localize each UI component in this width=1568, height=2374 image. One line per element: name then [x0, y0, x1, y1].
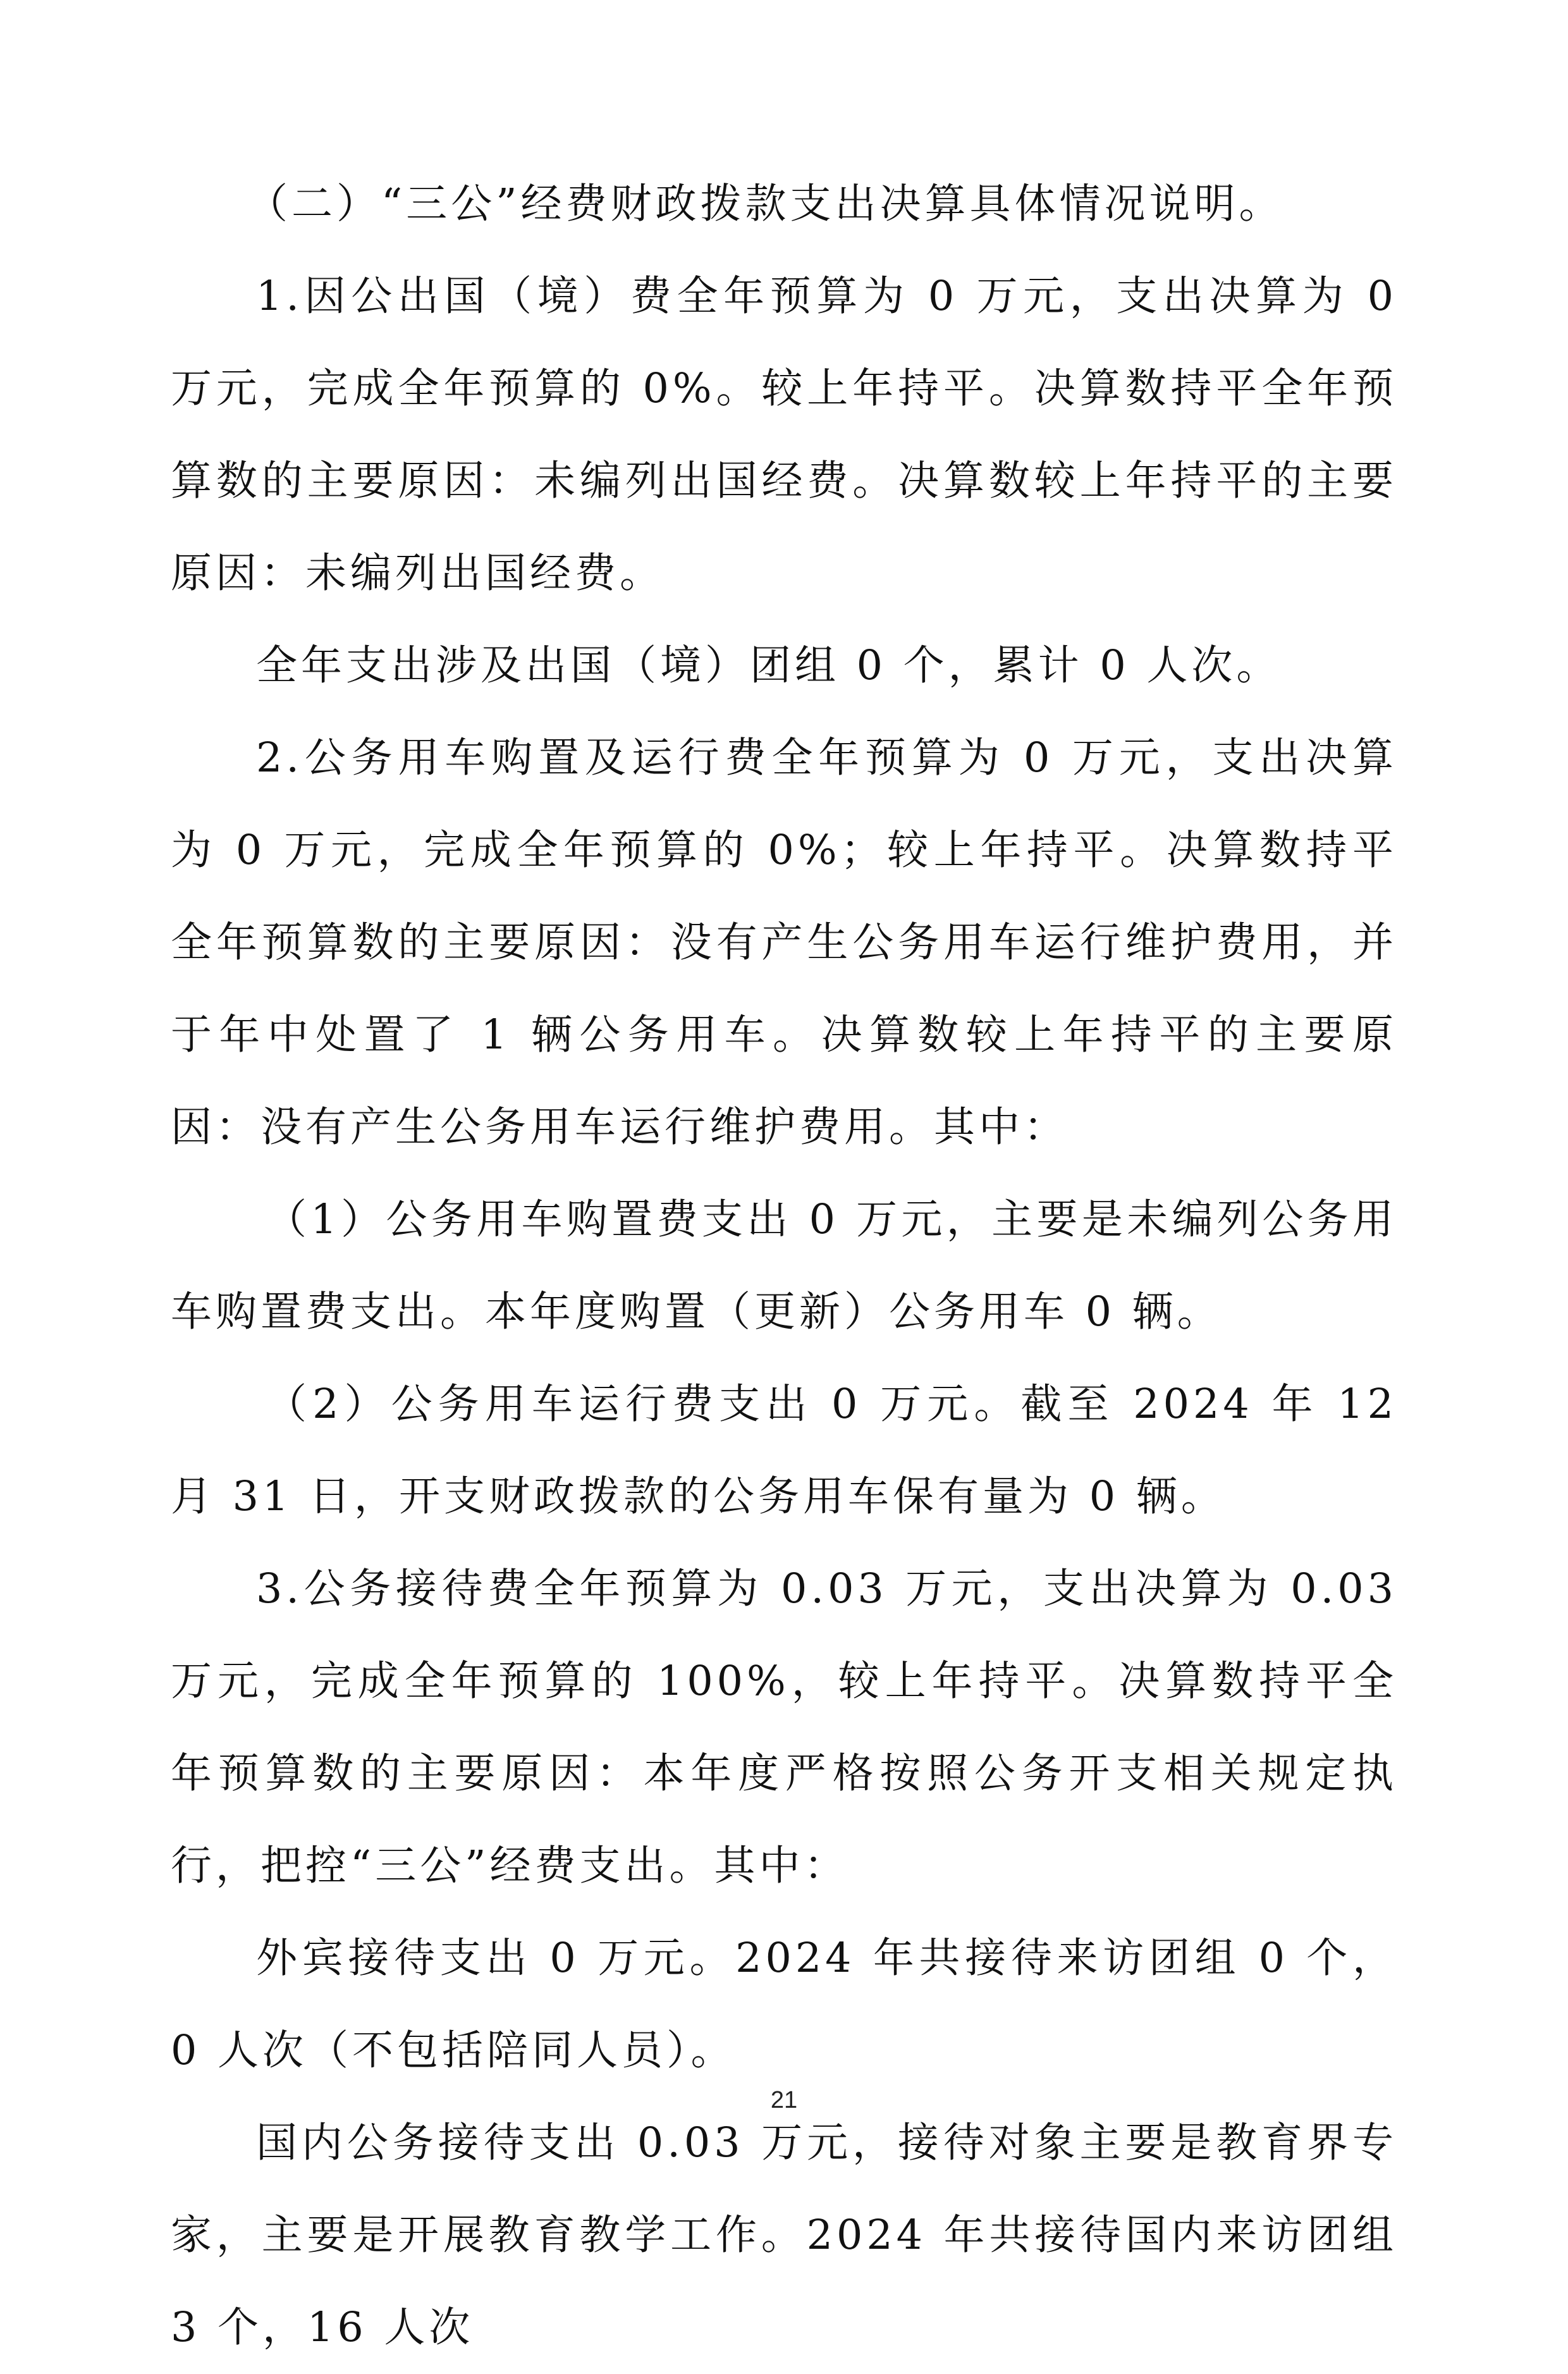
- paragraph-overseas-groups: 全年支出涉及出国（境）团组 0 个，累计 0 人次。: [256, 642, 1282, 689]
- page-number: 21: [770, 2087, 798, 2113]
- paragraph-overseas-travel: 1.因公出国（境）费全年预算为 0 万元，支出决算为 0 万元，完成全年预算的 0%。较上年持平。决算数持平全年预算数的主要原因：未编列出国经费。决算数较上年持平的主要原因：未编列出国经费。: [171, 273, 1397, 597]
- paragraph-vehicle-costs: 2.公务用车购置及运行费全年预算为 0 万元，支出决算为 0 万元，完成全年预算的 0%；较上年持平。决算数持平全年预算数的主要原因：没有产生公务用车运行维护费用，并于年中处置了 1 辆公务用车。决算数较上年持平的主要原因：没有产生公务用车运行维护费用。其中：: [171, 734, 1397, 1151]
- document-body: [171, 158, 1397, 2374]
- paragraph-vehicle-operation: （2）公务用车运行费支出 0 万元。截至 2024 年 12 月 31 日，开支财政拨款的公务用车保有量为 0 辆。: [171, 1381, 1397, 1520]
- paragraph-foreign-reception: 外宾接待支出 0 万元。2024 年共接待来访团组 0 个，0 人次（不包括陪同人员）。: [171, 1934, 1397, 2074]
- paragraph-reception-costs: 3.公务接待费全年预算为 0.03 万元，支出决算为 0.03 万元，完成全年预算的 100%，较上年持平。决算数持平全年预算数的主要原因：本年度严格按照公务开支相关规定执行，把控“三公”经费支出。其中：: [171, 1565, 1397, 1890]
- section-heading: （二）“三公”经费财政拨款支出决算具体情况说明。: [247, 180, 1284, 228]
- paragraph-domestic-reception: 国内公务接待支出 0.03 万元，接待对象主要是教育界专家，主要是开展教育教学工作。2024 年共接待国内来访团组 3 个，16 人次: [171, 2119, 1397, 2351]
- paragraph-vehicle-purchase: （1）公务用车购置费支出 0 万元，主要是未编列公务用车购置费支出。本年度购置（更新）公务用车 0 辆。: [171, 1196, 1397, 1336]
